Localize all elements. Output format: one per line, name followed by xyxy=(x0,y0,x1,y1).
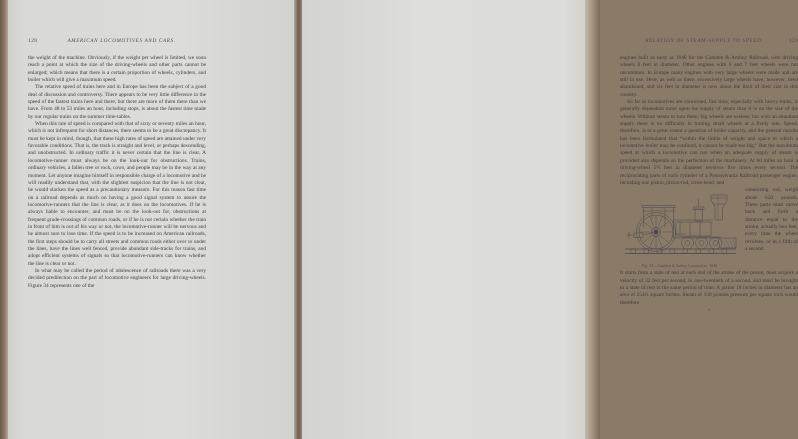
footnote-mark: * xyxy=(708,307,710,313)
left-running-head xyxy=(28,38,206,46)
right-page-folio: 129 xyxy=(788,38,798,44)
figure-34-caption: Fig. 34.—Camden & Amboy Locomotive, 1848. xyxy=(641,264,719,269)
left-paragraph-1: the weight of the machine. Obviously, if the weight per wheel is limited, we soon reach a point at which the size of the driving-wheels and other parts cannot be enlarged; which means that there is a certain proportion of wheels, cylinders, and boiler which will give a maximum speed. xyxy=(28,55,206,84)
right-page xyxy=(302,0,798,439)
camden-amboy-locomotive-engraving xyxy=(620,189,740,263)
left-paragraph-4: In what may be called the period of adolescence of railroads there was a very decided predilection on the part of locomotive engineers for large driving-wheels. Figure 34 represents one of the xyxy=(28,267,206,289)
left-paragraph-3: When this rate of speed is compared with that of sixty or seventy miles an hour, which is not infrequent for short distances, there seems to be a great discrepancy. It must be kept in mind, though, that these high rates of speed are attained under very favorable conditions. That is, the track is straight and level, or perhaps descending, and unobstructed. In ordinary traffic it is never certain that the line is clear. A locomotive-runner must always be on the look-out for obstructions. Trains, ordinary vehicles, a fallen tree or rock, cows, and people may be in the way at any moment. Let anyone imagine himself in responsible charge of a locomotive and he will readily understand that, with the slightest suspicion that the line is not clear, he would slacken the speed as a precautionary measure. For this reason fast time on a railroad depends as much on having a good signal system to assure the locomotive-runners that the line is clear, as it does on the locomotives. If he is always liable to encounter, and must be on the look-out for, obstructions at frequent grade-crossings of common roads, or if he is not certain whether the train in front of him is out of his way or not, the locomotive-runner will be nervous and he almost sure to lose time. If the speed is to be increased on American railroads, the first steps should be to carry all streets and common roads either over or under the lines, have the lines well fenced, provide abundant side-tracks for trains, and adopt efficient systems of signals so that locomotive-runners can know whether the line is clear or not. xyxy=(28,121,206,267)
right-figure-wrap-text: connecting rod, weigh about 650 pounds. These parts must move back and forth a distance equal to the stroke, actually two feet, every time the wheel revolves, or in a fifth of a second. xyxy=(745,187,798,252)
right-paragraph-1: engines built as early as 1848 for the Camden & Amboy Railroad, with driving wheels 8 feet in diameter. Other engines with 6 and 7 feet wheels were not uncommon. In Europe many engines with very large wheels were made and are still in use. Here, as well as there, excessively large wheels have, however, been abandoned, and six feet in diameter is now about the limit of their size in this country. xyxy=(620,55,798,98)
book-edge-right xyxy=(585,0,600,439)
figure-34 xyxy=(620,189,740,268)
left-page-folio: 128 xyxy=(28,38,38,44)
left-page xyxy=(8,0,295,439)
right-paragraph-2: So far as locomotives are concerned, fast time, especially with heavy trains, is generally dependent more upon the supply of steam than it is on the size of the wheels. Without steam to turn them, big wheels are useless; but with an abundant supply there is no difficulty in turning small wheels at a lively rate. Speed, therefore, is to a great extent a question of boiler capacity, and the general maxim has been formulated that “within the limits of weight and space to which a locomotive boiler may be confined, it cannot be made too big.” But the maximum speed at which a locomotive can run when an adequate supply of steam is provided also depends on the perfection of the machinery. At 60 miles an hour a driving-wheel 5½ feet in diameter revolves five times every second. The reciprocating parts of each cylinder of a Pennsylvania Railroad passenger engine, including one piston, piston-rod, cross-head, and xyxy=(620,99,798,186)
right-paragraph-3: It starts from a state of rest at each end of the stroke of the piston, must acquire a velocity of 32 feet per second, in one-twentieth of a second, and must be brought to a state of rest in the same period of time. A piston 18 inches in diameter has an area of 254¼ square inches. Steam of 150 pounds pressure per square inch would therefore xyxy=(620,270,798,306)
left-page-textblock xyxy=(28,38,206,290)
right-running-head xyxy=(620,38,798,46)
left-running-head-title: AMERICAN LOCOMOTIVES AND CARS. xyxy=(67,38,176,44)
right-page-textblock xyxy=(620,38,798,313)
right-running-head-title: RELATION OF STEAM-SUPPLY TO SPEED. xyxy=(645,38,764,44)
left-paragraph-2: The relative speed of trains here and in Europe has been the subject of a good deal of discussion and controversy. There appears to be very little difference in the speed of the fastest trains here and there; but there are more of them there than we have. From 48 to 53 miles an hour, including stops, is about the fastest time made by our regular trains on the summer time-tables. xyxy=(28,84,206,120)
book-edge-left xyxy=(0,0,8,439)
